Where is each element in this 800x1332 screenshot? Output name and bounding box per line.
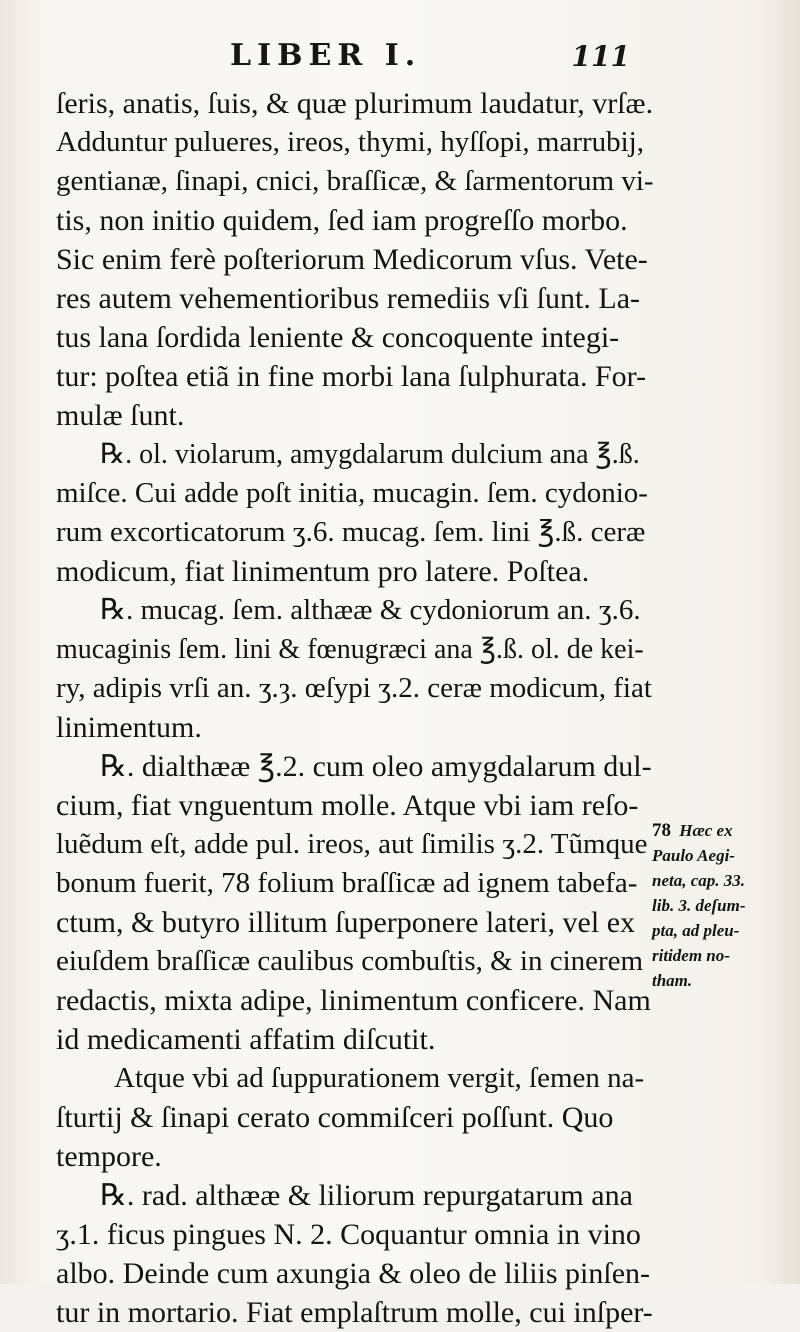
margin-note-line: ritidem no-: [652, 946, 730, 965]
text-line: eiuſdem braſſicæ caulibus combuſtis, & in cinerem: [56, 945, 644, 977]
text-line: bonum fuerit, 78 folium braſſicæ ad ignem tabefa-: [56, 867, 638, 899]
text-line: tis, non initio quidem, ſed iam progreſſo morbo.: [56, 204, 628, 237]
text-line: Adduntur pulueres, ireos, thymi, hyſſopi, marrubij,: [56, 126, 644, 158]
text-line: rum excorticatorum ʒ.6. mucag. ſem. lini ℥.ß. ceræ: [56, 516, 646, 548]
text-line: miſce. Cui adde poſt initia, mucagin. ſem. cydonio-: [56, 477, 648, 509]
recipe-line: ℞. mucag. ſem. althææ & cydoniorum an. ʒ.6.: [100, 594, 641, 626]
recipe-line: ℞. rad. althææ & liliorum repurgatarum ana: [100, 1179, 633, 1212]
text-line: ctum, & butyro illitum ſuperponere lateri, vel ex: [56, 906, 636, 939]
margin-note-number: 78: [652, 820, 671, 841]
text-line: Sic enim ferè poſteriorum Medicorum vſus. Vete-: [56, 243, 648, 276]
margin-note-line: Hæc ex: [679, 821, 733, 840]
text-line: luẽdum eſt, adde pul. ireos, aut ſimilis ʒ.2. Tũmque: [56, 828, 648, 860]
margin-note-line: Paulo Aegi-: [652, 846, 735, 865]
text-line: ſturtij & ſinapi cerato commiſceri poſſunt. Quo: [56, 1101, 614, 1134]
body-text: [56, 84, 656, 1332]
margin-note-line: pta, ad pleu-: [652, 921, 740, 940]
recipe-line: ℞. dialthææ ℥.2. cum oleo amygdalarum dul-: [100, 750, 652, 783]
text-line: id medicamenti affatim diſcutit.: [56, 1023, 436, 1056]
text-line: mulæ ſunt.: [56, 399, 185, 432]
margin-note: [652, 818, 797, 993]
text-line: ʒ.1. ficus pingues N. 2. Coquantur omnia in vino: [56, 1218, 641, 1251]
text-line: mucaginis ſem. lini & fœnugræci ana ℥.ß. ol. de kei-: [56, 634, 644, 665]
text-line: tus lana ſordida leniente & concoquente integi-: [56, 321, 620, 354]
text-line: linimentum.: [56, 711, 202, 744]
text-line: tur: poſtea etiã in fine morbi lana ſulphurata. For-: [56, 360, 647, 393]
recipe-line: ℞. ol. violarum, amygdalarum dulcium ana ℥.ß.: [100, 439, 640, 470]
margin-note-line: lib. 3. deſum-: [652, 896, 746, 915]
text-line: albo. Deinde cum axungia & oleo de liliis pinſen-: [56, 1257, 651, 1290]
text-line: ſeris, anatis, ſuis, & quæ plurimum laudatur, vrſæ.: [56, 87, 654, 120]
text-line: gentianæ, ſinapi, cnici, braſſicæ, & ſarmentorum vi-: [56, 165, 654, 197]
margin-note-line: tham.: [652, 971, 693, 990]
text-line: redactis, mixta adipe, linimentum conficere. Nam: [56, 984, 651, 1017]
running-header: [60, 36, 630, 80]
text-line: ry, adipis vrſi an. ʒ.ȝ. œſypi ʒ.2. ceræ modicum, fiat: [56, 672, 652, 704]
text-line: tur in mortario. Fiat emplaſtrum molle, cui inſper-: [56, 1296, 653, 1329]
paragraph-line: Atque vbi ad ſuppurationem vergit, ſemen na-: [114, 1062, 645, 1094]
book-title: LIBER I.: [230, 38, 422, 73]
margin-note-line: neta, cap. 33.: [652, 871, 746, 890]
page-number: 111: [571, 40, 630, 73]
text-line: tempore.: [56, 1140, 162, 1173]
text-line: modicum, fiat linimentum pro latere. Poſtea.: [56, 555, 590, 588]
text-line: cium, fiat vnguentum molle. Atque vbi iam reſo-: [56, 789, 639, 822]
text-line: res autem vehementioribus remediis vſi ſunt. La-: [56, 282, 641, 315]
